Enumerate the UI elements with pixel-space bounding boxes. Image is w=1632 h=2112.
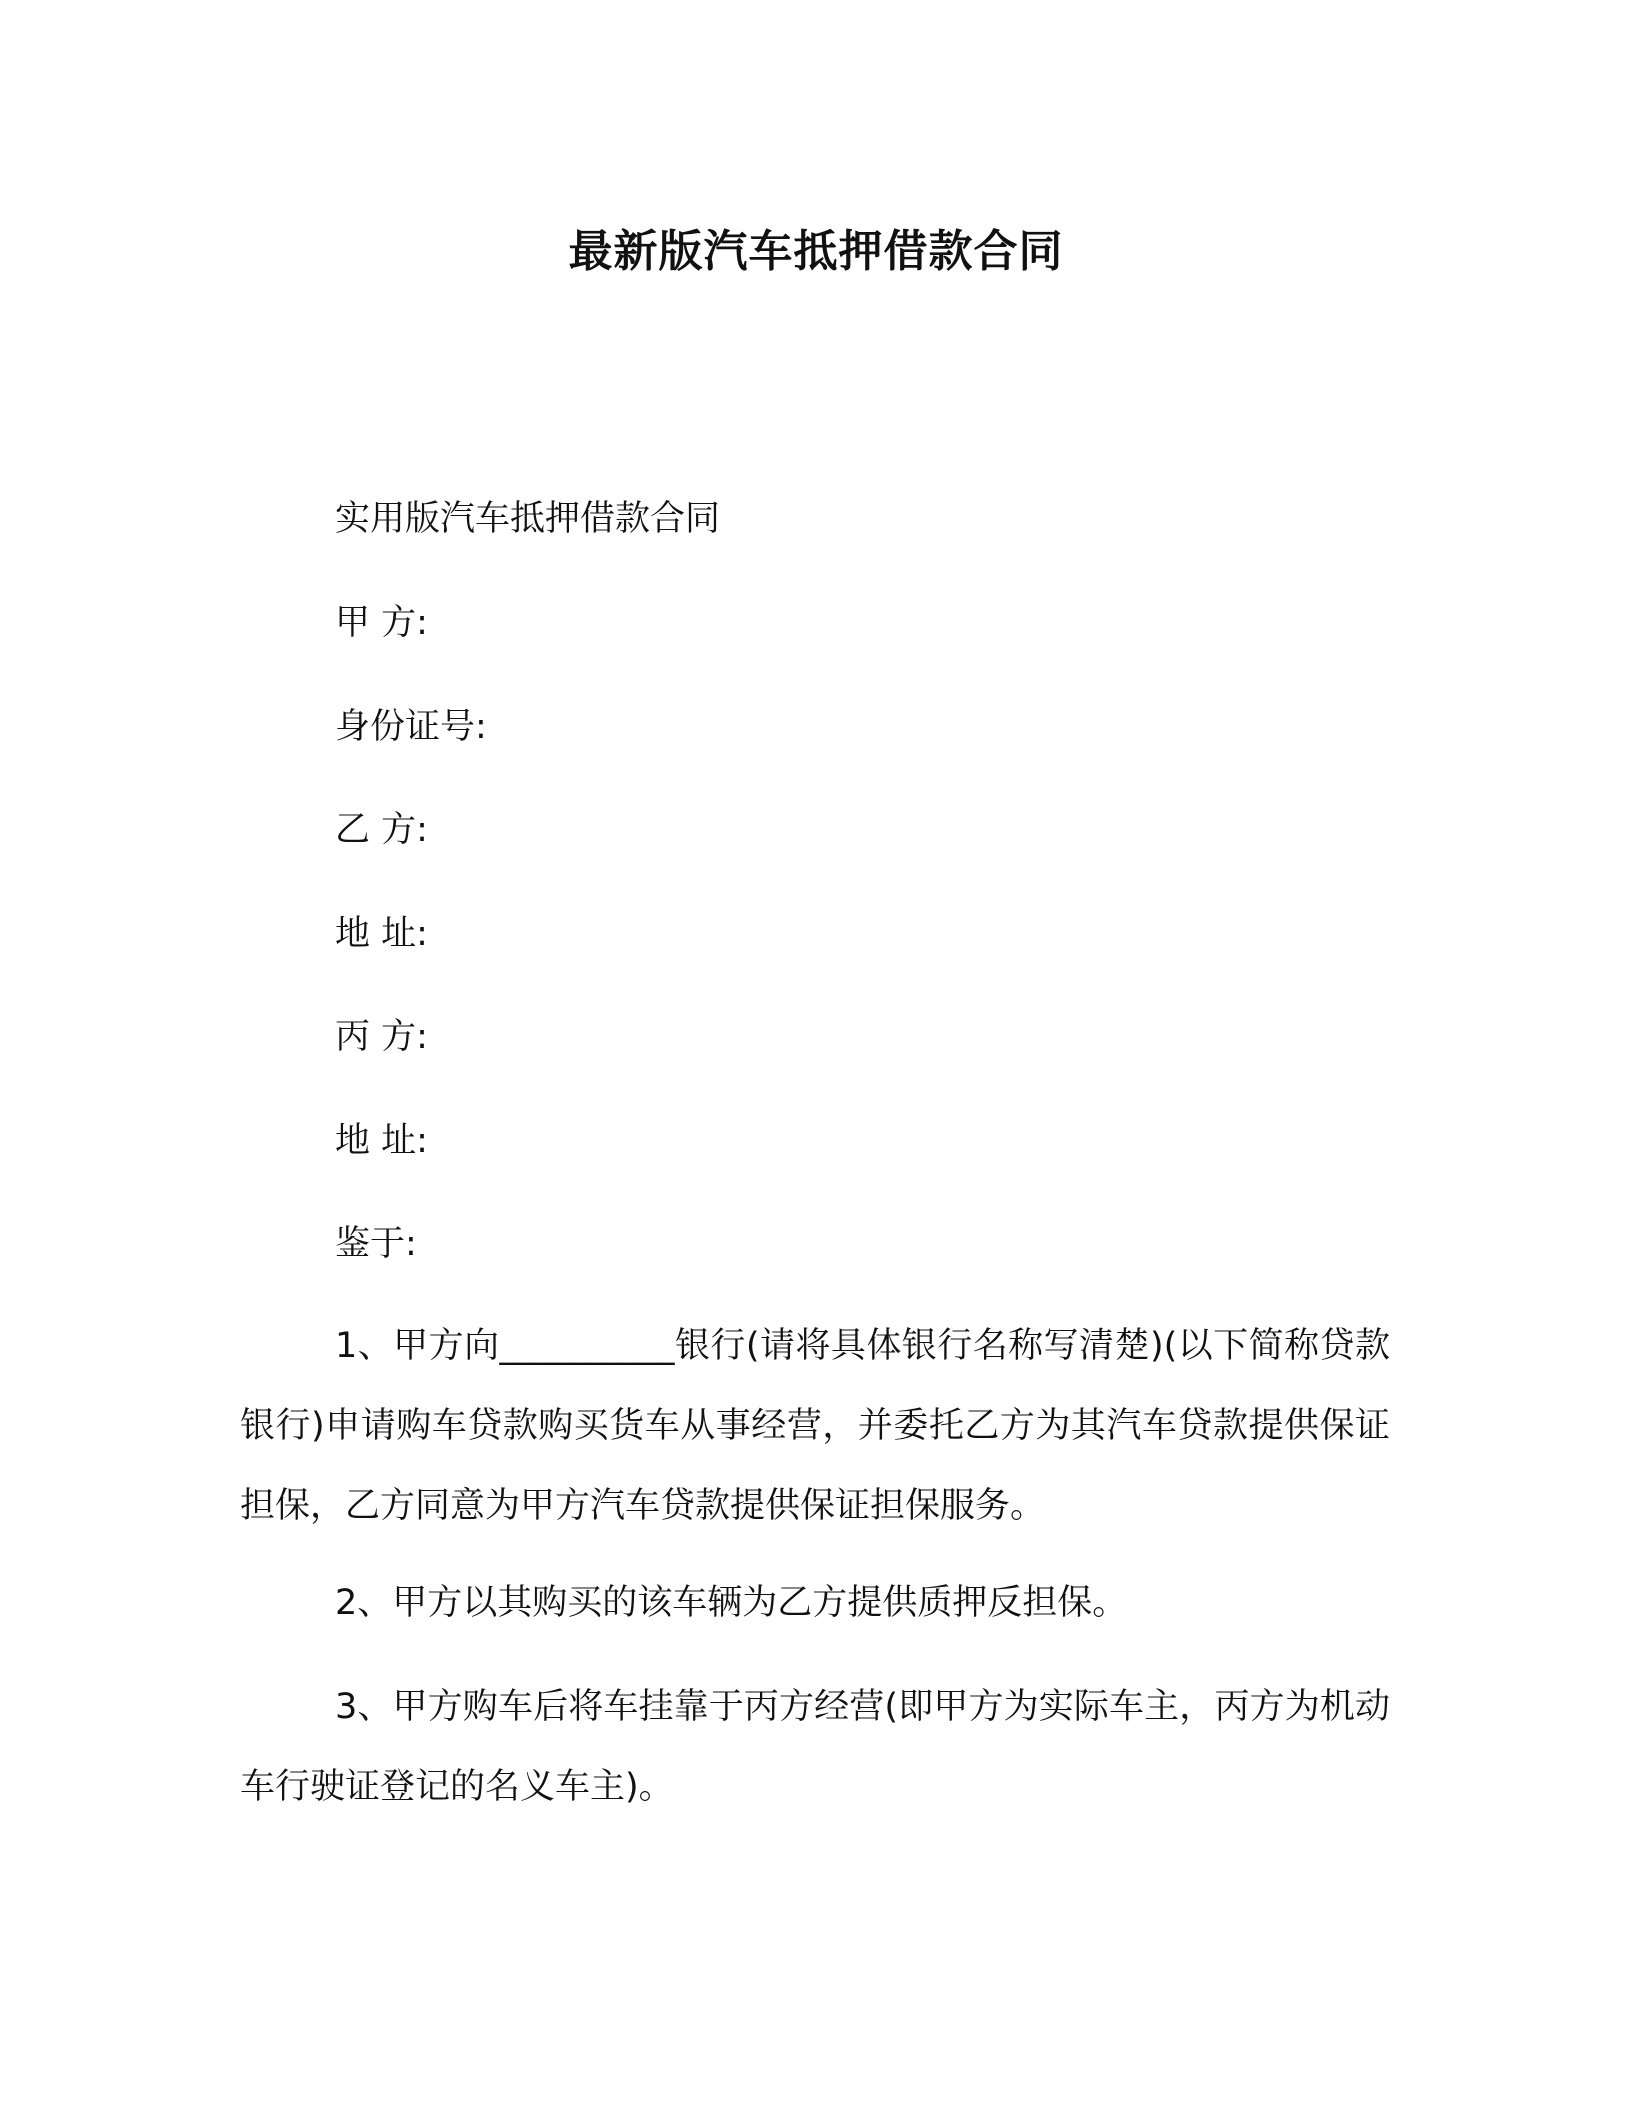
document-subtitle: 实用版汽车抵押借款合同 — [335, 499, 721, 539]
field-party-b: 乙 方: — [335, 810, 428, 850]
document-title: 最新版汽车抵押借款合同 — [568, 226, 1064, 277]
field-id-number: 身份证号: — [335, 707, 487, 747]
field-address-b: 地 址: — [335, 914, 428, 954]
field-party-a: 甲 方: — [335, 603, 428, 643]
field-address-c: 地 址: — [335, 1121, 428, 1161]
field-whereas: 鉴于: — [335, 1224, 417, 1264]
paragraph-3: 3、甲方购车后将车挂靠于丙方经营(即甲方为实际车主，丙方为机动车行驶证登记的名义车主)。 — [240, 1687, 1390, 1807]
paragraph-2: 2、甲方以其购买的该车辆为乙方提供质押反担保。 — [335, 1583, 1128, 1623]
field-party-c: 丙 方: — [335, 1017, 428, 1057]
paragraph-1: 1、甲方向__________银行(请将具体银行名称写清楚)(以下简称贷款银行)申请购车贷款购买货车从事经营，并委托乙方为其汽车贷款提供保证担保，乙方同意为甲方汽车贷款提供保证担保服务。 — [240, 1326, 1390, 1526]
